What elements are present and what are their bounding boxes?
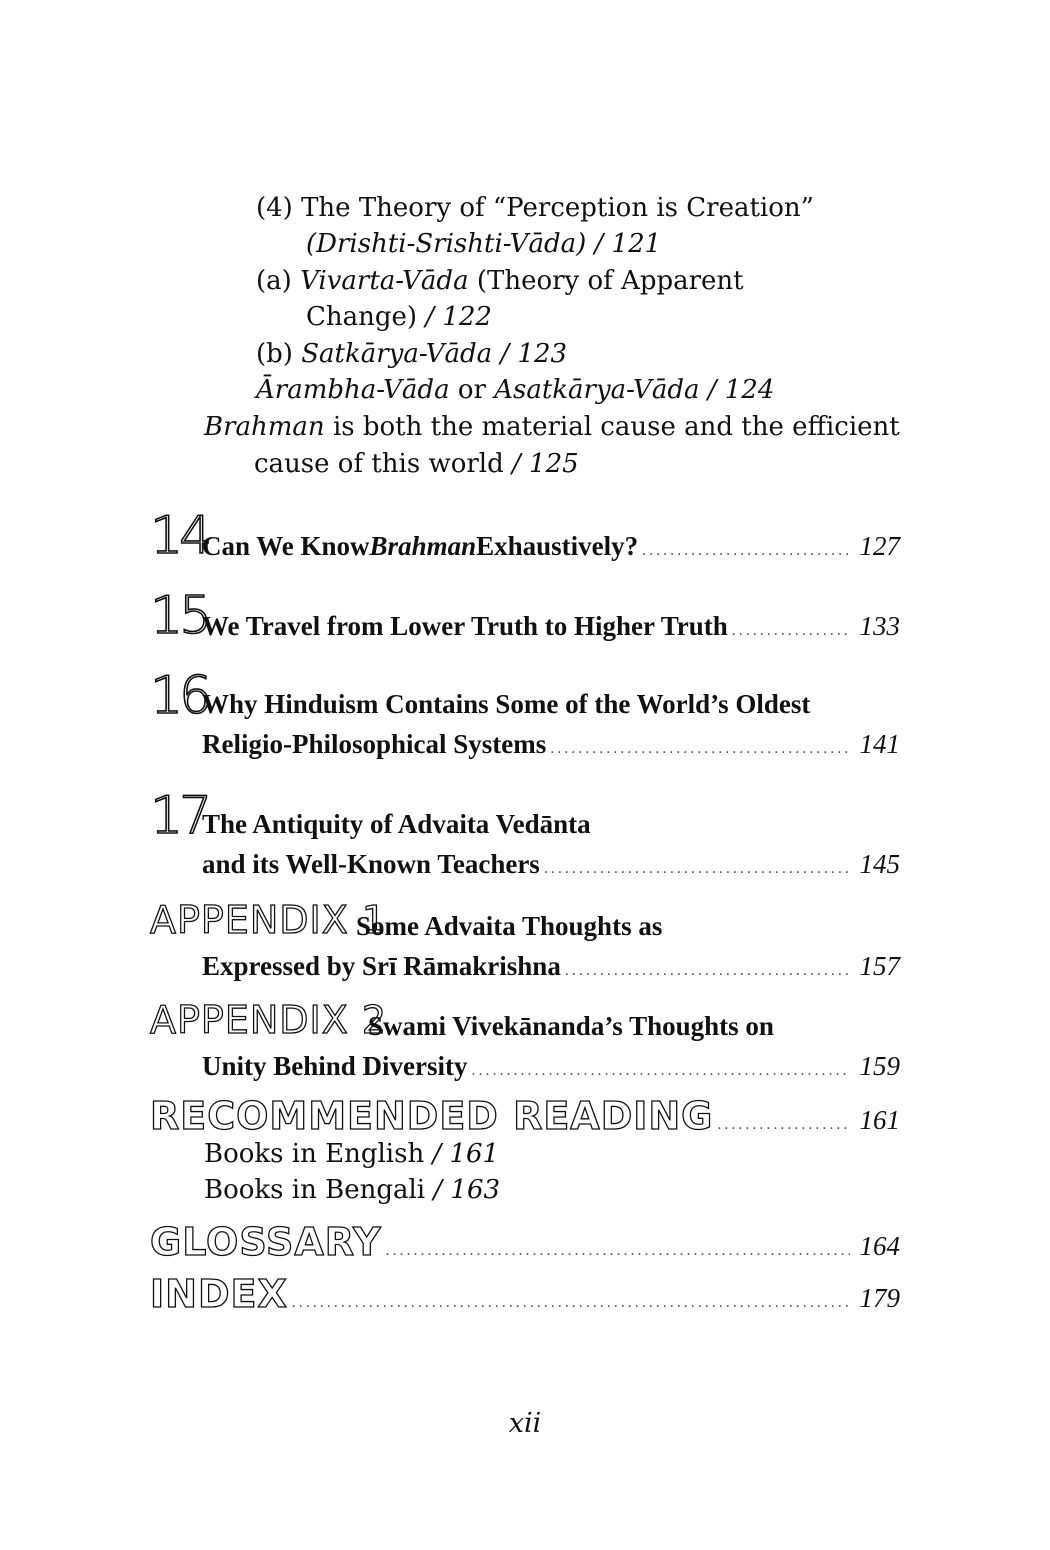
subentry-text: or xyxy=(449,375,495,405)
appendix-title-text: Some Advaita Thoughts as xyxy=(356,911,663,941)
subentry-italic: Ārambha-Vāda xyxy=(256,375,450,405)
appendix-label: APPENDIX 1 xyxy=(150,898,388,942)
dot-leader xyxy=(565,951,850,991)
chapter-title-text: We Travel from Lower Truth to Higher Truth xyxy=(202,611,728,641)
subentry-page: / 161 xyxy=(424,1139,500,1169)
subentry-page: / 124 xyxy=(699,375,775,405)
appendix-label: APPENDIX 2 xyxy=(150,998,388,1042)
index-label: INDEX xyxy=(150,1272,288,1316)
toc-entry-index[interactable] xyxy=(150,1274,900,1318)
appendix-title-text: Swami Vivekānanda’s Thoughts on xyxy=(368,1011,774,1041)
glossary-title xyxy=(150,1222,900,1271)
toc-entry-chapter-15[interactable] xyxy=(150,586,900,650)
page-folio: xii xyxy=(508,1408,542,1439)
dot-leader xyxy=(386,1231,850,1271)
subentry-text: Books in Bengali xyxy=(204,1175,426,1205)
subentry-brahman-cause[interactable] xyxy=(204,409,900,445)
subentry-page: / 163 xyxy=(425,1175,501,1205)
dot-leader xyxy=(544,849,850,889)
subentry-vivarta-vada[interactable] xyxy=(256,263,744,299)
subentry-italic: Asatkārya-Vāda xyxy=(494,375,700,405)
dot-leader xyxy=(472,1051,850,1091)
chapter-title-text: Religio-Philosophical Systems xyxy=(202,729,547,759)
glossary-label: GLOSSARY xyxy=(150,1220,382,1264)
subentry-books-bengali[interactable] xyxy=(204,1172,500,1208)
subentry-page: / 122 xyxy=(417,302,492,332)
dot-leader xyxy=(717,1105,849,1145)
subentry-brahman-cause-line2 xyxy=(254,446,579,482)
chapter-number: 16 xyxy=(150,666,209,726)
subentry-text: (Theory of Apparent xyxy=(468,266,744,296)
page-number: 145 xyxy=(859,849,900,879)
page-number: 127 xyxy=(859,531,900,561)
page-number: 179 xyxy=(859,1283,900,1313)
chapter-title-text: Can We Know xyxy=(202,531,370,561)
toc-entry-chapter-14[interactable] xyxy=(150,506,900,570)
subentry-text: (4) The Theory of “Perception is Creation” xyxy=(256,193,814,223)
subentry-satkarya-vada[interactable] xyxy=(256,336,567,372)
toc-entry-glossary[interactable] xyxy=(150,1222,900,1266)
toc-entry-recommended-reading[interactable] xyxy=(150,1096,900,1140)
chapter-title xyxy=(202,804,900,889)
index-title xyxy=(150,1274,900,1323)
subentry-italic: Vivarta-Vāda xyxy=(300,266,469,296)
page-number: 133 xyxy=(859,611,900,641)
subentry-text: is both the material cause and the efficient xyxy=(324,412,900,442)
appendix-title xyxy=(202,906,900,991)
page-number: 141 xyxy=(859,729,900,759)
dot-leader xyxy=(732,611,850,651)
recommended-label: RECOMMENDED READING xyxy=(150,1094,714,1138)
subentry-italic: (Drishti-Srishti-Vāda) xyxy=(306,229,587,259)
subentry-prefix: (b) xyxy=(256,339,302,369)
toc-entry-appendix-2[interactable] xyxy=(150,998,900,1088)
chapter-title-text: The Antiquity of Advaita Vedānta xyxy=(202,809,591,839)
subentry-italic: Brahman xyxy=(204,412,325,442)
chapter-title xyxy=(202,526,900,571)
chapter-number: 14 xyxy=(150,506,209,566)
subentry-prefix: (a) xyxy=(256,266,301,296)
subentry-text: Change) xyxy=(306,302,418,332)
chapter-title xyxy=(202,606,900,651)
subentry-page: / 125 xyxy=(503,449,579,479)
toc-entry-chapter-17[interactable] xyxy=(150,786,900,890)
appendix-title xyxy=(202,1006,900,1091)
toc-entry-appendix-1[interactable] xyxy=(150,898,900,988)
page-number: 164 xyxy=(859,1231,900,1261)
page-number: 159 xyxy=(859,1051,900,1081)
chapter-title-italic: Brahman xyxy=(369,531,477,561)
subentry-vivarta-vada-line2 xyxy=(306,299,492,335)
subentry-arambha-vada[interactable] xyxy=(256,372,774,408)
appendix-title-text: Expressed by Srī Rāmakrishna xyxy=(202,951,561,981)
dot-leader xyxy=(292,1283,850,1323)
subentry-page: / 121 xyxy=(586,229,662,259)
subentry-text: cause of this world xyxy=(254,449,504,479)
subentry-text: Books in English xyxy=(204,1139,425,1169)
dot-leader xyxy=(550,729,849,769)
subentry-perception-creation[interactable] xyxy=(256,190,814,226)
dot-leader xyxy=(642,531,849,571)
page-number: 161 xyxy=(859,1105,900,1135)
chapter-title-text: and its Well-Known Teachers xyxy=(202,849,540,879)
chapter-number: 15 xyxy=(150,586,209,646)
subentry-books-english[interactable] xyxy=(204,1136,499,1172)
chapter-title xyxy=(202,684,900,769)
chapter-number: 17 xyxy=(150,786,209,846)
appendix-title-text: Unity Behind Diversity xyxy=(202,1051,468,1081)
page-number: 157 xyxy=(859,951,900,981)
chapter-title-text: Why Hinduism Contains Some of the World’s Oldest xyxy=(202,689,811,719)
toc-entry-chapter-16[interactable] xyxy=(150,666,900,770)
chapter-title-text: Exhaustively? xyxy=(476,531,639,561)
subentry-perception-creation-line2 xyxy=(306,226,661,262)
subentry-page: / 123 xyxy=(492,339,568,369)
subentry-italic: Satkārya-Vāda xyxy=(301,339,493,369)
